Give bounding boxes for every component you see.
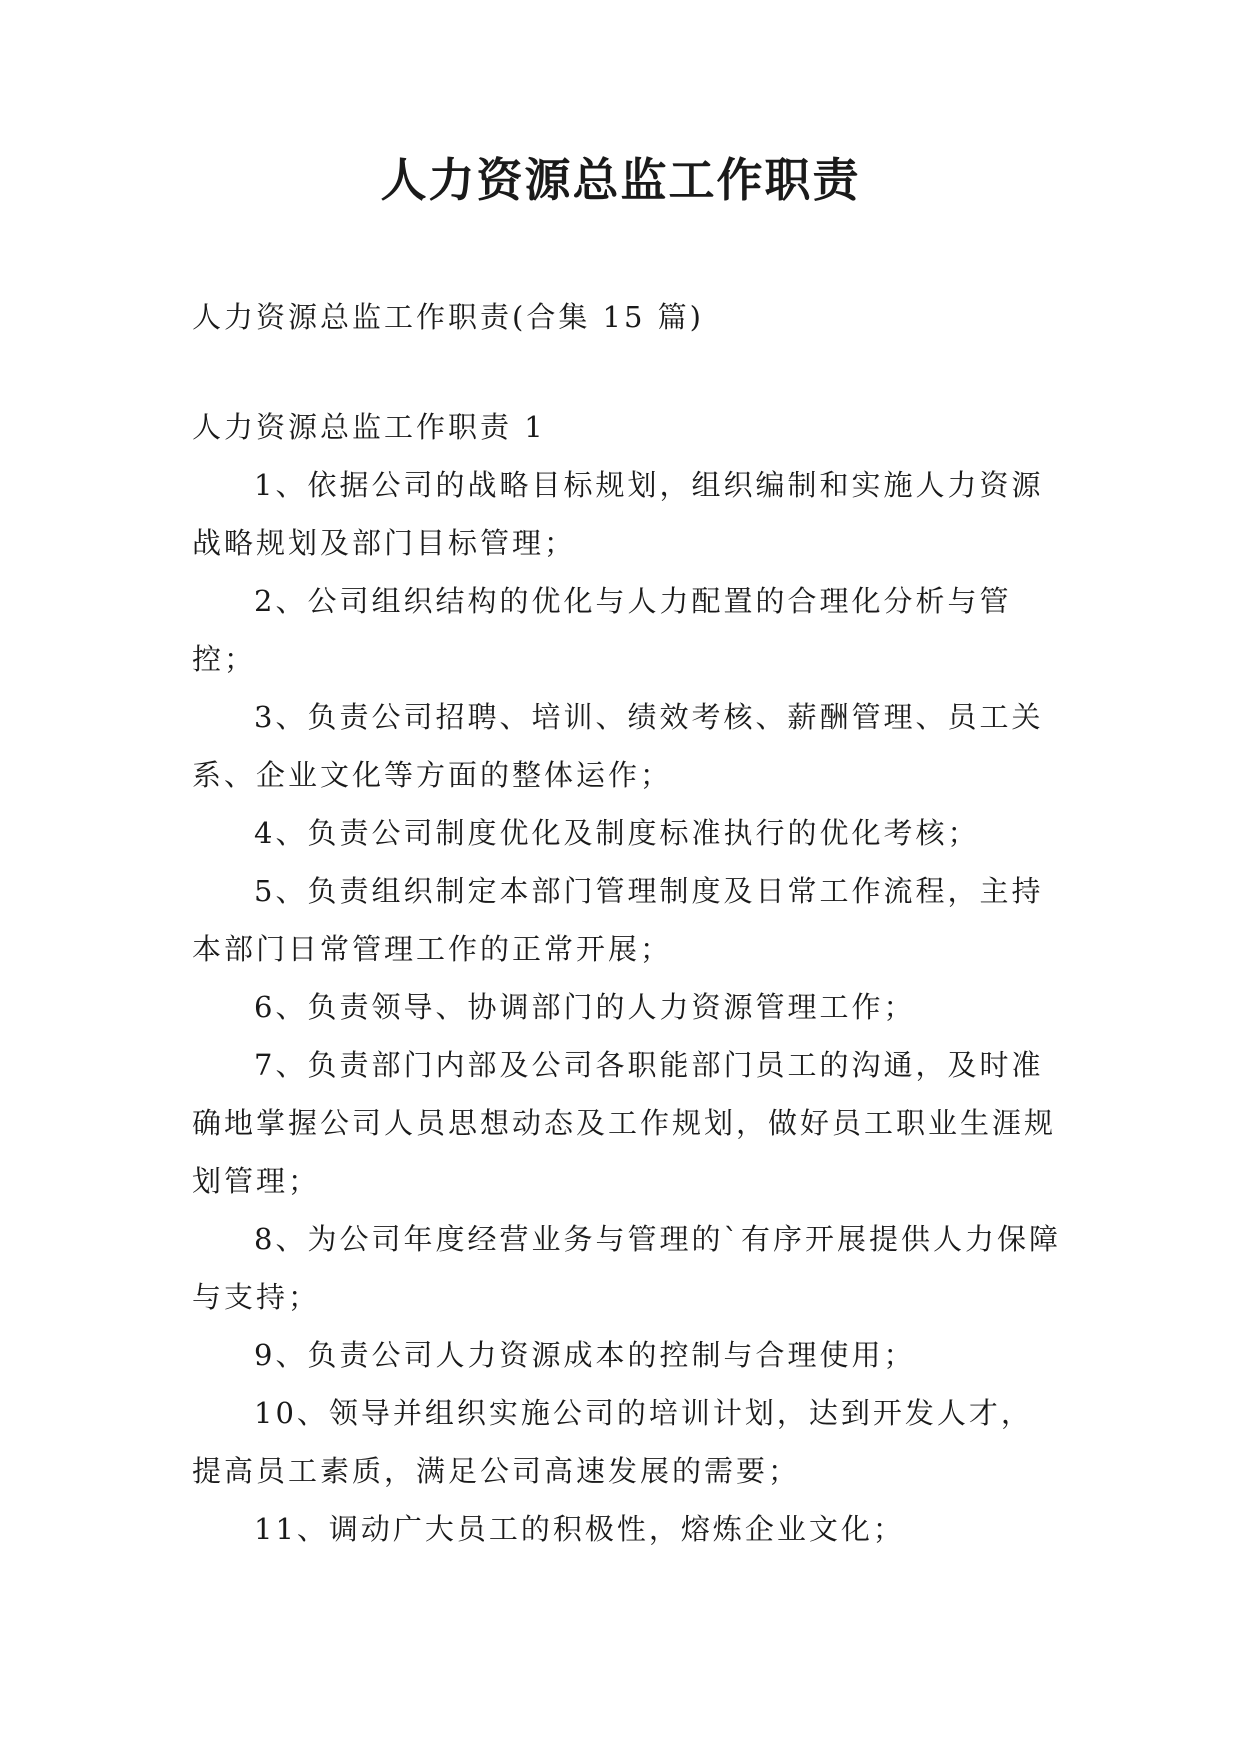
duty-item-2: 2、公司组织结构的优化与人力配置的合理化分析与管控； (192, 584, 1012, 676)
duty-item-10: 10、领导并组织实施公司的培训计划，达到开发人才，提高员工素质，满足公司高速发展的需要； (192, 1396, 1033, 1488)
duty-item-7: 7、负责部门内部及公司各职能部门员工的沟通，及时准确地掌握公司人员思想动态及工作规划，做好员工职业生涯规划管理； (192, 1048, 1057, 1198)
duty-item-6: 6、负责领导、协调部门的人力资源管理工作； (254, 990, 916, 1024)
duty-item-9: 9、负责公司人力资源成本的控制与合理使用； (254, 1338, 916, 1372)
document-body (192, 288, 1062, 1558)
duty-item-4: 4、负责公司制度优化及制度标准执行的优化考核； (254, 816, 980, 850)
document-subtitle: 人力资源总监工作职责(合集 15 篇) (192, 300, 704, 334)
document-title: 人力资源总监工作职责 (380, 153, 861, 207)
duty-item-5: 5、负责组织制定本部门管理制度及日常工作流程，主持本部门日常管理工作的正常开展； (192, 874, 1044, 966)
duty-item-8: 8、为公司年度经营业务与管理的`有序开展提供人力保障与支持； (192, 1222, 1061, 1314)
duty-item-3: 3、负责公司招聘、培训、绩效考核、薪酬管理、员工关系、企业文化等方面的整体运作； (192, 700, 1044, 792)
duty-item-11: 11、调动广大员工的积极性，熔炼企业文化； (254, 1512, 905, 1546)
duty-item-1: 1、依据公司的战略目标规划，组织编制和实施人力资源战略规划及部门目标管理； (192, 468, 1044, 560)
section-heading: 人力资源总监工作职责 1 (192, 410, 546, 444)
